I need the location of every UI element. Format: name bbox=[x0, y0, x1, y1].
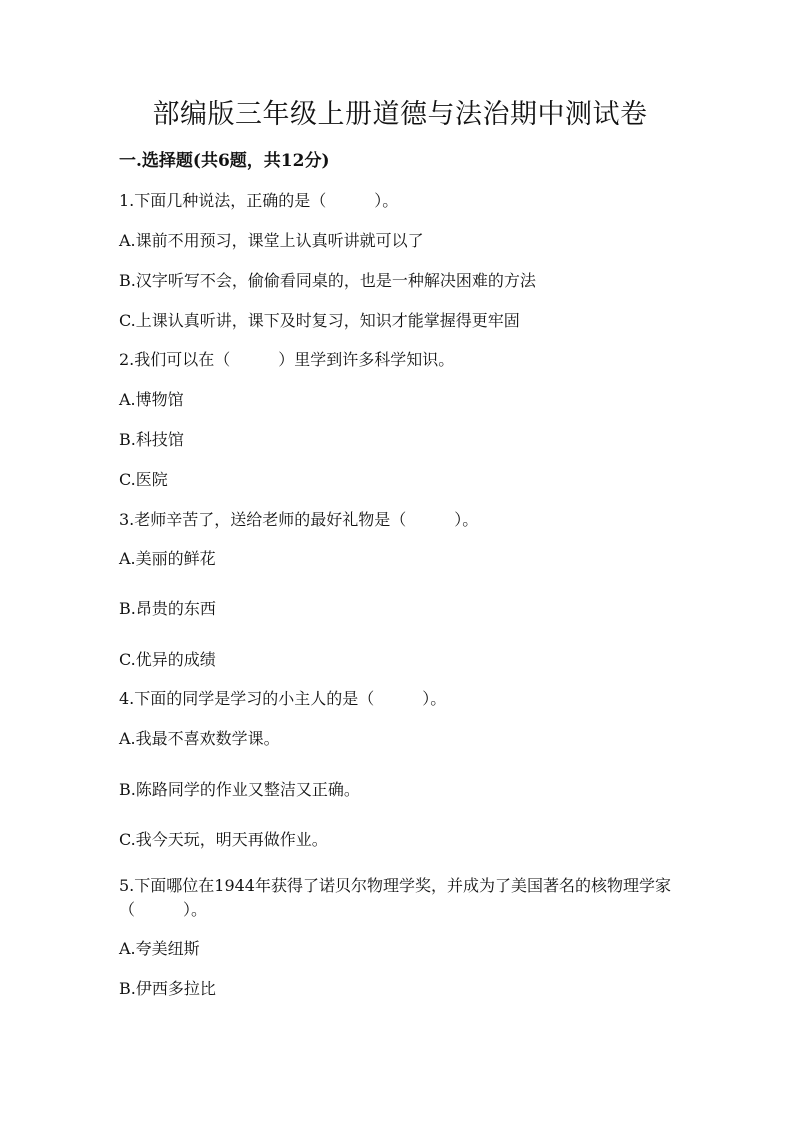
question-1-option-b: B.汉字听写不会，偷偷看同桌的，也是一种解决困难的方法 bbox=[119, 271, 536, 290]
page-title: 部编版三年级上册道德与法治期中测试卷 bbox=[152, 99, 648, 130]
question-1-option-a: A.课前不用预习，课堂上认真听讲就可以了 bbox=[119, 231, 424, 250]
question-3-option-b: B.昂贵的东西 bbox=[119, 599, 216, 618]
question-stem-1: 1.下面几种说法，正确的是（ ）。 bbox=[119, 191, 399, 210]
question-4-option-b: B.陈路同学的作业又整洁又正确。 bbox=[119, 780, 360, 799]
question-3-option-a: A.美丽的鲜花 bbox=[119, 549, 216, 568]
question-4-option-a: A.我最不喜欢数学课。 bbox=[119, 729, 280, 748]
question-stem-2: 2.我们可以在（ ）里学到许多科学知识。 bbox=[119, 350, 455, 369]
section-heading: 一.选择题(共6题，共12分) bbox=[119, 151, 330, 171]
question-2-option-b: B.科技馆 bbox=[119, 430, 184, 449]
question-stem-3: 3.老师辛苦了，送给老师的最好礼物是（ ）。 bbox=[119, 510, 479, 529]
question-5-option-a: A.夸美纽斯 bbox=[119, 939, 200, 958]
question-3-option-c: C.优异的成绩 bbox=[119, 650, 216, 669]
question-1-option-c: C.上课认真听讲，课下及时复习，知识才能掌握得更牢固 bbox=[119, 311, 520, 330]
question-4-option-c: C.我今天玩，明天再做作业。 bbox=[119, 830, 328, 849]
question-2-option-a: A.博物馆 bbox=[119, 390, 184, 409]
question-stem-5: 5.下面哪位在1944年获得了诺贝尔物理学奖，并成为了美国著名的核物理学家（ ）。 bbox=[119, 876, 671, 919]
question-5-option-b: B.伊西多拉比 bbox=[119, 979, 216, 998]
question-2-option-c: C.医院 bbox=[119, 470, 168, 489]
question-stem-4: 4.下面的同学是学习的小主人的是（ ）。 bbox=[119, 689, 447, 708]
